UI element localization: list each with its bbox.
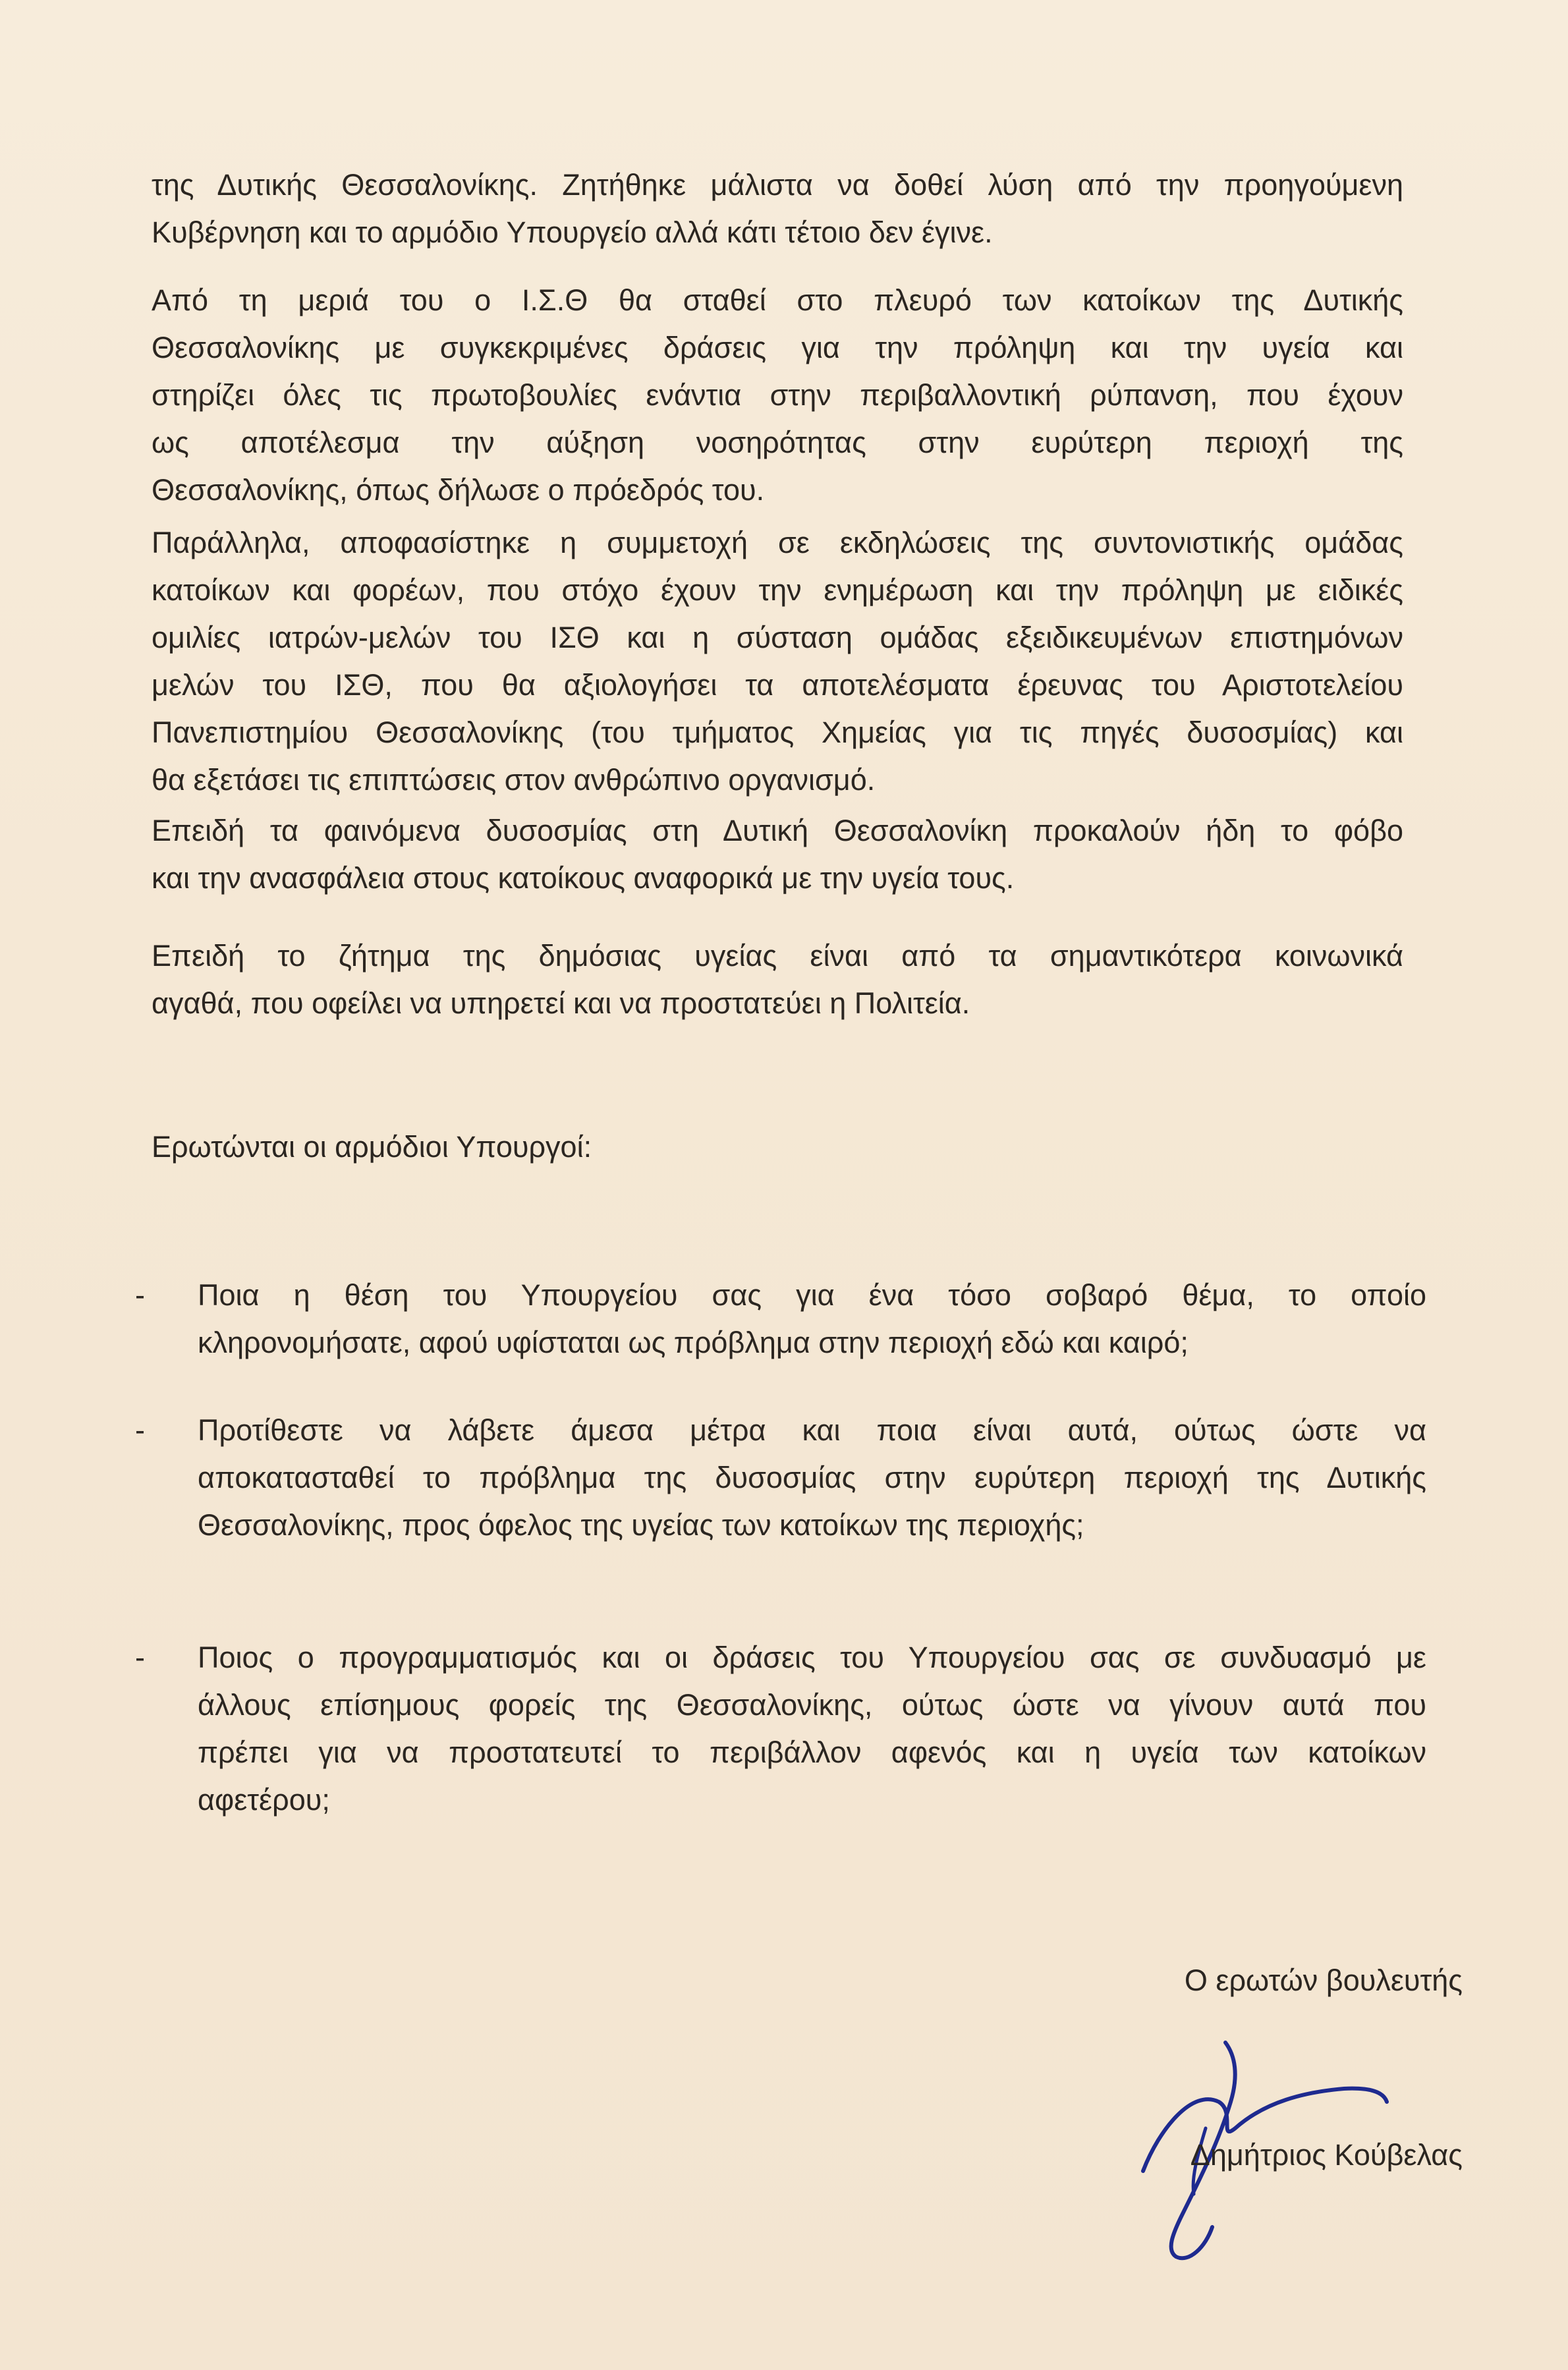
text-line: άλλους επίσημους φορείς της Θεσσαλονίκης, ούτως ώστε να γίνουν αυτά που [198,1688,1426,1722]
paragraph-context [152,161,1403,256]
text-line: Επειδή το ζήτημα της δημόσιας υγείας είναι από τα σημαντικότερα κοινωνικά [152,939,1403,973]
text-line: ως αποτέλεσμα την αύξηση νοσηρότητας στην ευρύτερη περιοχή της [152,426,1403,459]
text-line: ομιλίες ιατρών-μελών του ΙΣΘ και η σύσταση ομάδας εξειδικευμένων επιστημόνων [152,621,1403,654]
paragraph-decisions [152,519,1403,804]
text-line: Πανεπιστημίου Θεσσαλονίκης (του τμήματος Χημείας για τις πηγές δυσοσμίας) και [152,716,1403,749]
text-line: Θεσσαλονίκης, όπως δήλωσε ο πρόεδρός του. [152,473,765,507]
text-line: αγαθά, που οφείλει να υπηρετεί και να προστατεύει η Πολιτεία. [152,986,970,1020]
text-line: και την ανασφάλεια στους κατοίκους αναφορικά με την υγεία τους. [152,861,1015,895]
text-line: Θεσσαλονίκης, προς όφελος της υγείας των κατοίκων της περιοχής; [198,1508,1084,1542]
text-line: στηρίζει όλες τις πρωτοβουλίες ενάντια στην περιβαλλοντική ρύπανση, που έχουν [152,378,1403,412]
text-line: Προτίθεστε να λάβετε άμεσα μέτρα και ποια είναι αυτά, ούτως ώστε να [198,1413,1426,1447]
bullet-dash: - [135,1413,145,1447]
bullet-dash: - [135,1641,145,1674]
questions-heading: Ερωτώνται οι αρμόδιοι Υπουργοί: [152,1130,592,1164]
text-line: Από τη μεριά του ο Ι.Σ.Θ θα σταθεί στο πλευρό των κατοίκων της Δυτικής [152,283,1403,317]
question-text [198,1634,1426,1824]
text-line: Επειδή τα φαινόμενα δυσοσμίας στη Δυτική Θεσσαλονίκη προκαλούν ήδη το φόβο [152,814,1403,847]
question-text [198,1407,1426,1549]
question-text [198,1272,1426,1367]
text-line: κατοίκων και φορέων, που στόχο έχουν την ενημέρωση και την πρόληψη με ειδικές [152,573,1403,607]
closing-title: Ο ερωτών βουλευτής [1184,1963,1463,1997]
signer-name: Δημήτριος Κούβελας [1190,2138,1463,2172]
text-line: Ποιος ο προγραμματισμός και οι δράσεις του Υπουργείου σας σε συνδυασμό με [198,1641,1426,1674]
text-line: Παράλληλα, αποφασίστηκε η συμμετοχή σε εκδηλώσεις της συντονιστικής ομάδας [152,526,1403,559]
text-line: Θεσσαλονίκης με συγκεκριμένες δράσεις για την πρόληψη και την υγεία και [152,331,1403,364]
text-line: μελών του ΙΣΘ, που θα αξιολογήσει τα αποτελέσματα έρευνας του Αριστοτελείου [152,668,1403,702]
text-line: αποκατασταθεί το πρόβλημα της δυσοσμίας στην ευρύτερη περιοχή της Δυτικής [198,1461,1426,1494]
bullet-dash: - [135,1278,145,1312]
text-line: Κυβέρνηση και το αρμόδιο Υπουργείο αλλά κάτι τέτοιο δεν έγινε. [152,215,993,249]
text-line: της Δυτικής Θεσσαλονίκης. Ζητήθηκε μάλιστα να δοθεί λύση από την προηγούμενη [152,168,1403,202]
text-line: θα εξετάσει τις επιπτώσεις στον ανθρώπινο οργανισμό. [152,763,876,797]
text-line: αφετέρου; [198,1783,330,1817]
text-line: κληρονομήσατε, αφού υφίσταται ως πρόβλημα στην περιοχή εδώ και καιρό; [198,1326,1189,1359]
text-line: πρέπει για να προστατευτεί το περιβάλλον αφενός και η υγεία των κατοίκων [198,1735,1426,1769]
paragraph-isth-position [152,277,1403,514]
paragraph-because-health [152,932,1403,1027]
paragraph-because-odor [152,807,1403,902]
text-line: Ποια η θέση του Υπουργείου σας για ένα τόσο σοβαρό θέμα, το οποίο [198,1278,1426,1312]
